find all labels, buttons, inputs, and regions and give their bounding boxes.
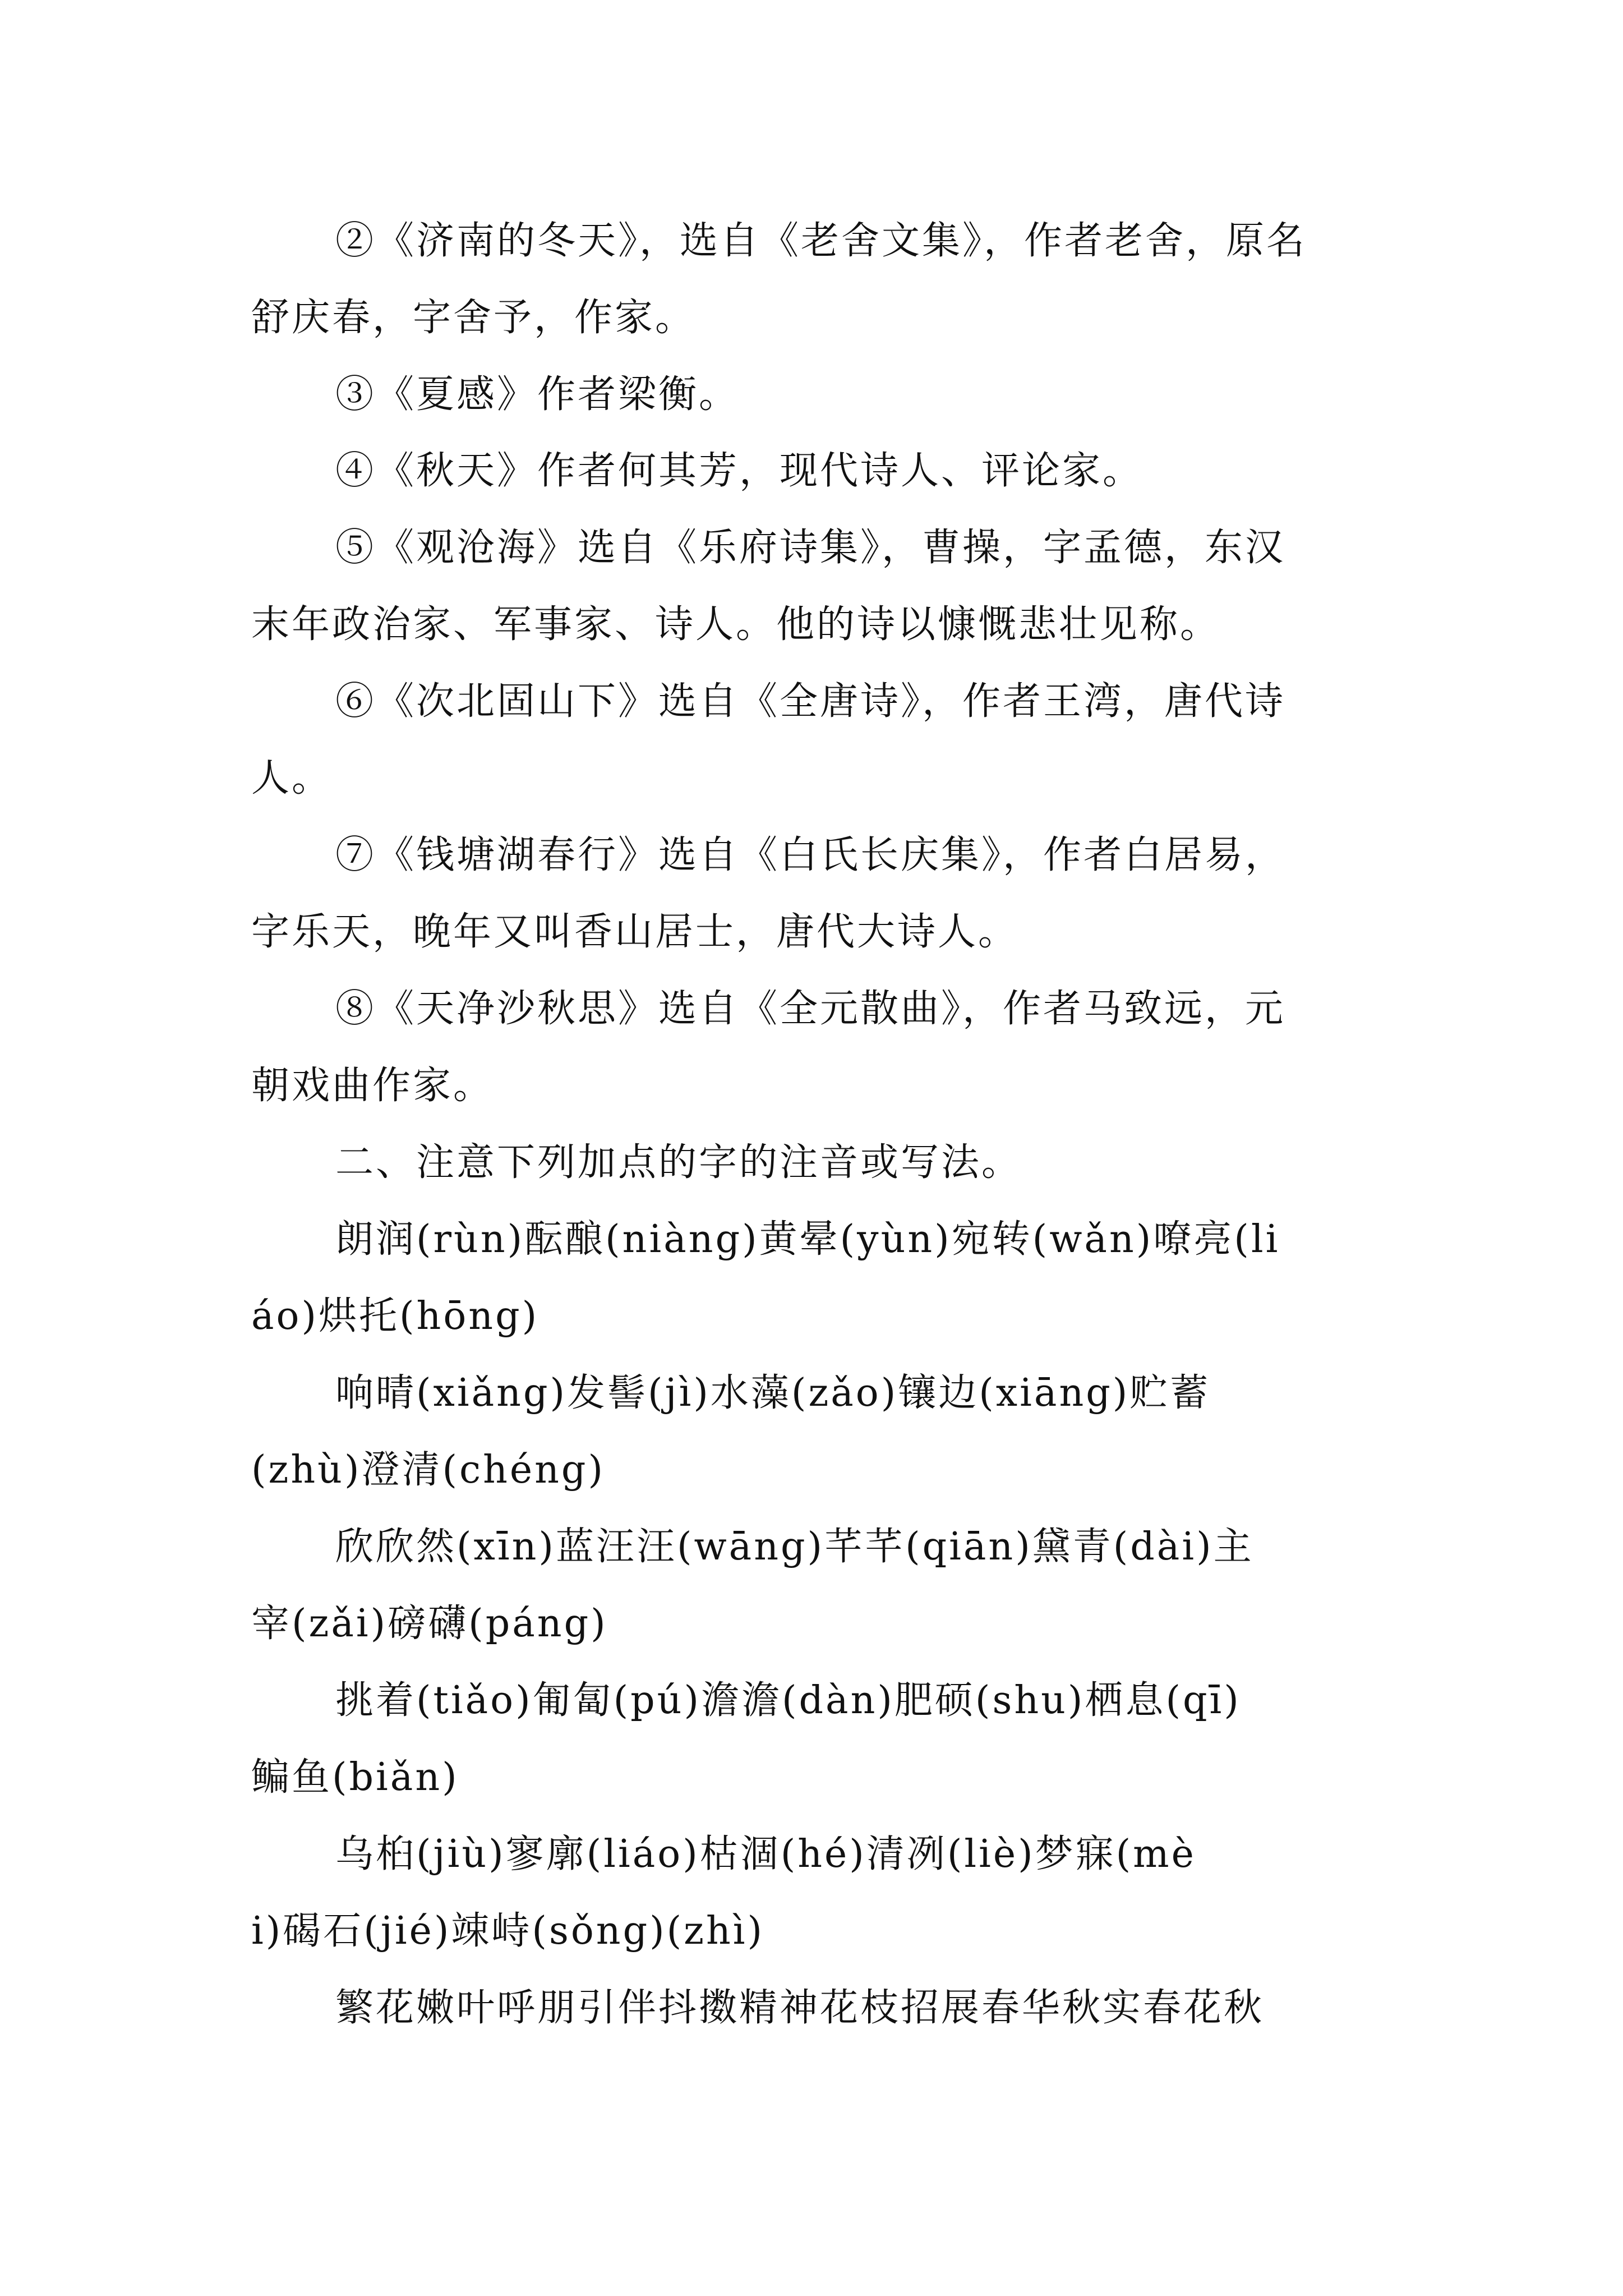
text-line: i)碣石(jié)竦峙(sǒng)(zhì) bbox=[251, 1909, 765, 1953]
text-line: ⑥《次北固山下》选自《全唐诗》，作者王湾，唐代诗 bbox=[335, 679, 1286, 724]
text-line: 舒庆春，字舍予，作家。 bbox=[251, 296, 696, 340]
text-line: 鳊鱼(biǎn) bbox=[251, 1755, 459, 1800]
text-line: 宰(zǎi)磅礴(páng) bbox=[251, 1602, 608, 1646]
text-line: 乌桕(jiù)寥廓(liáo)枯涸(hé)清冽(liè)梦寐(mè bbox=[335, 1832, 1196, 1876]
text-line: 末年政治家、军事家、诗人。他的诗以慷慨悲壮见称。 bbox=[251, 602, 1221, 647]
text-line: ⑧《天净沙秋思》选自《全元散曲》，作者马致远，元 bbox=[335, 987, 1286, 1031]
section-heading: 二、注意下列加点的字的注音或写法。 bbox=[335, 1140, 1022, 1185]
text-line: 响晴(xiǎng)发髻(jì)水藻(zǎo)镶边(xiāng)贮蓄 bbox=[335, 1371, 1211, 1415]
text-line: ②《济南的冬天》，选自《老舍文集》，作者老舍，原名 bbox=[335, 219, 1307, 263]
text-line: 欣欣然(xīn)蓝汪汪(wāng)芊芊(qiān)黛青(dài)主 bbox=[335, 1525, 1254, 1569]
text-line: 字乐天，晚年又叫香山居士，唐代大诗人。 bbox=[251, 910, 1019, 954]
text-line: ⑦《钱塘湖春行》选自《白氏长庆集》，作者白居易， bbox=[335, 833, 1286, 877]
text-line: 朝戏曲作家。 bbox=[251, 1064, 494, 1108]
text-line: ⑤《观沧海》选自《乐府诗集》，曹操，字孟德，东汉 bbox=[335, 526, 1286, 570]
text-line: (zhù)澄清(chéng) bbox=[251, 1448, 605, 1492]
text-line: 朗润(rùn)酝酿(niàng)黄晕(yùn)宛转(wǎn)嘹亮(li bbox=[335, 1217, 1280, 1262]
text-line: 人。 bbox=[251, 756, 333, 800]
text-line: áo)烘托(hōng) bbox=[251, 1294, 540, 1338]
text-line: ④《秋天》作者何其芳，现代诗人、评论家。 bbox=[335, 449, 1144, 493]
text-line: 繁花嫩叶呼朋引伴抖擞精神花枝招展春华秋实春花秋 bbox=[335, 1986, 1265, 2030]
text-line: ③《夏感》作者梁衡。 bbox=[335, 372, 740, 417]
text-line: 挑着(tiǎo)匍匐(pú)澹澹(dàn)肥硕(shu)栖息(qī) bbox=[335, 1678, 1241, 1723]
